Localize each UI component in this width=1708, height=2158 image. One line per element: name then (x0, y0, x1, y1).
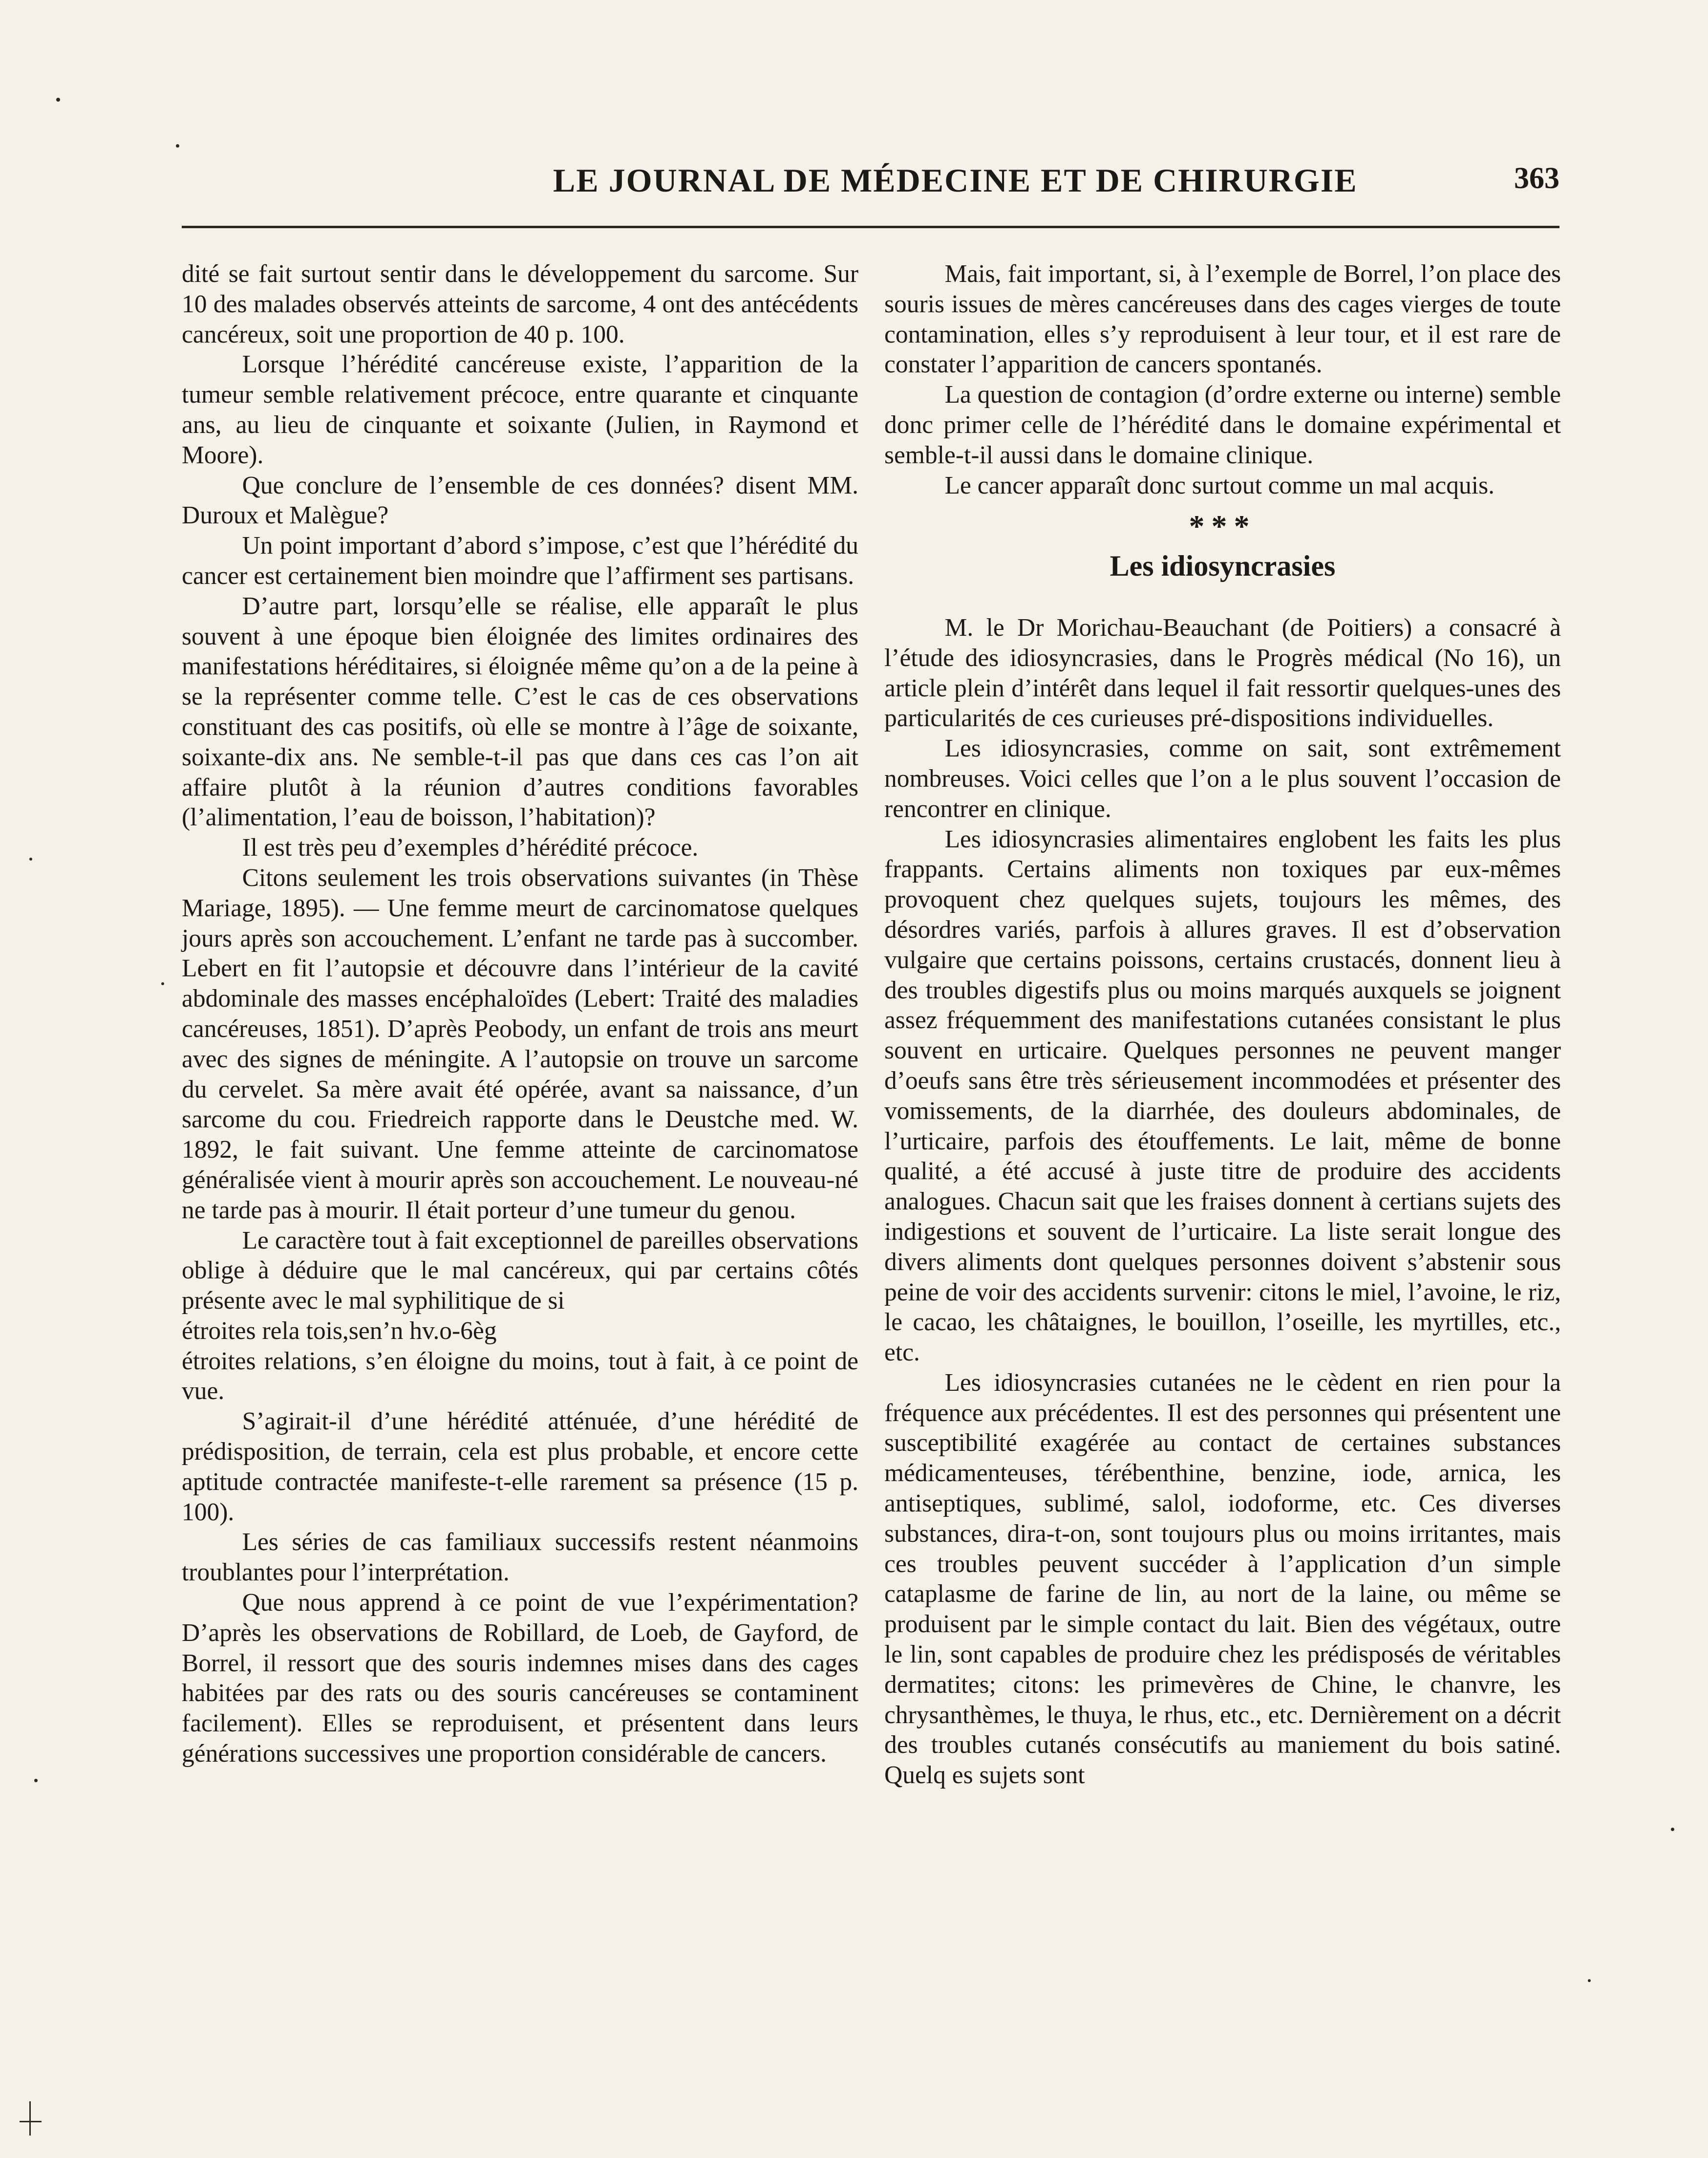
paragraph: Les idiosyncrasies, comme on sait, sont extrêmement nombreuses. Voici celles que l’on a le plus souvent l’occasion de rencontrer en clinique. (884, 734, 1561, 823)
paragraph: D’autre part, lorsqu’elle se réalise, elle apparaît le plus souvent à une époque bien éloignée des limites ordinaires des manifestations héréditaires, si éloignée même qu’on a de la peine à se la représenter comme telle. C’est le cas de ces observations constituant des cas positifs, où elle se montre à l’âge de soixante, soixante-dix ans. Ne semble-t-il pas que dans ces cas l’on ait affaire plutôt à la réunion d’autres conditions favorables (l’alimentation, l’eau de boisson, l’habitation)? (182, 592, 858, 832)
scan-speck (34, 1779, 38, 1782)
paragraph: Les idiosyncrasies cutanées ne le cèdent en rien pour la fréquence aux précédentes. Il est des personnes qui présentent une susceptibilité exagérée au contact de certaines substances médicamenteuses, térébenthine, benzine, iode, arnica, les antiseptiques, sublimé, salol, iodoforme, etc. Ces diverses substances, dira-t-on, sont toujours plus ou moins irritantes, mais ces troubles peuvent succéder à l’application d’un simple cataplasme de farine de lin, au nort de la laine, ou même se produisent par le simple contact du lait. Bien des végétaux, outre le lin, sont capables de produire chez les prédisposés de véritables dermatites; citons: les primevères de Chine, le chanvre, les chrysanthèmes, le thuya, le rhus, etc., etc. Dernièrement on a décrit des troubles cutanés consécutifs au maniement du bois satiné. Quelq es sujets sont (884, 1368, 1561, 1790)
paragraph: Il est très peu d’exemples d’hérédité précoce. (242, 834, 699, 862)
paragraph: Le caractère tout à fait exceptionnel de pareilles observations oblige à déduire que le mal cancéreux, qui par certains côtés présente avec le mal syphilitique de si (182, 1226, 858, 1315)
paragraph: Le cancer apparaît donc surtout comme un mal acquis. (944, 471, 1494, 499)
scan-speck (29, 2101, 31, 2136)
scan-speck (56, 98, 60, 102)
scan-speck (1588, 1979, 1591, 1982)
paragraph: Mais, fait important, si, à l’exemple de Borrel, l’on place des souris issues de mères cancéreuses dans des cages vierges de toute contamination, elles s’y reproduisent à leur tour, et il est rare de constater l’apparition de cancers spontanés. (884, 260, 1561, 379)
paragraph: Lorsque l’hérédité cancéreuse existe, l’apparition de la tumeur semble relativement précoce, entre quarante et cinquante ans, au lieu de cinquante et soixante (Julien, in Raymond et Moore). (182, 350, 858, 469)
section-heading: Les idiosyncrasies (1110, 550, 1336, 583)
paragraph: Les séries de cas familiaux successifs restent néanmoins troublantes pour l’interprétation. (182, 1528, 858, 1587)
paragraph: S’agirait-il d’une hérédité atténuée, d’une hérédité de prédisposition, de terrain, cela est plus probable, et encore cette aptitude contractée manifeste-t-elle rarement sa présence (15 p. 100). (182, 1407, 858, 1526)
misprinted-line: étroites rela tois,sen’n hv.o-6èg (182, 1316, 497, 1345)
paragraph: Citons seulement les trois observations suivantes (in Thèse Mariage, 1895). — Une femme meurt de carcinomatose quelques jours après son accouchement. L’enfant ne tarde pas à succomber. Lebert en fit l’autopsie et découvre dans l’intérieur de la cavité abdominale des masses encéphaloïdes (Lebert: Traité des maladies cancéreuses, 1851). D’après Peobody, un enfant de trois ans meurt avec des signes de méningite. A l’autopsie on trouve un sarcome du cervelet. Sa mère avait été opérée, avant sa naissance, d’un sarcome du cou. Friedreich rapporte dans le Deustche med. W. 1892, le fait suivant. Une femme atteinte de carcinomatose généralisée vient à mourir après son accouchement. Le nouveau-né ne tarde pas à mourir. Il était porteur d’une tumeur du genou. (182, 863, 858, 1224)
scan-speck (1671, 1828, 1674, 1831)
paragraph: Un point important d’abord s’impose, c’est que l’hérédité du cancer est certainement bien moindre que l’affirment ses partisans. (182, 532, 858, 590)
left-column (182, 259, 858, 1769)
right-column (884, 259, 1561, 1791)
paragraph: La question de contagion (d’ordre externe ou interne) semble donc primer celle de l’hérédité dans le domaine expérimental et semble-t-il aussi dans le domaine clinique. (884, 381, 1561, 469)
scan-speck (161, 982, 164, 985)
scan-speck (29, 858, 32, 861)
paragraph: Les idiosyncrasies alimentaires englobent les faits les plus frappants. Certains aliments non toxiques par eux-mêmes provoquent chez quelques sujets, toujours les mêmes, des désordres variés, parfois à allures graves. Il est d’observation vulgaire que certains poissons, certains crustacés, donnent lieu à des troubles digestifs plus ou moins marqués auxquels se joignent assez fréquemment des manifestations cutanées consistant le plus souvent en urticaire. Quelques personnes ne peuvent manger d’oeufs sans être très sérieusement incommodées et présenter des vomissements, de la diarrhée, des douleurs abdominales, de l’urticaire, parfois des étouffements. Le lait, même de bonne qualité, a été accusé à juste titre de produire des accidents analogues. Chacun sait que les fraises donnent à certians sujets des indigestions et souvent de l’urticaire. La liste serait longue des divers aliments dont quelques personnes doivent s’abstenir sous peine de voir des accidents survenir: citons le miel, l’avoine, le riz, le cacao, les châtaignes, le bouillon, l’oseille, les myrtilles, etc., etc. (884, 825, 1561, 1367)
paragraph: M. le Dr Morichau-Beauchant (de Poitiers) a consacré à l’étude des idiosyncrasies, dans le Progrès médical (No 16), un article plein d’intérêt dans lequel il fait ressortir quelques-unes des particularités de ces curieuses pré-dispositions individuelles. (884, 613, 1561, 733)
page-header (182, 161, 1559, 205)
paragraph: dité se fait surtout sentir dans le développement du sarcome. Sur 10 des malades observés atteints de sarcome, 4 ont des antécédents cancéreux, soit une proportion de 40 p. 100. (182, 260, 858, 348)
header-rule (182, 226, 1559, 228)
paragraph: Que conclure de l’ensemble de ces données? disent MM. Duroux et Malègue? (182, 471, 858, 530)
paragraph: Que nous apprend à ce point de vue l’expérimentation? D’après les observations de Robillard, de Loeb, de Gayford, de Borrel, il ressort que des souris indemnes mises dans des cages habitées par des rats ou des souris cancéreuses se contaminent facilement). Elles se reproduisent, et présentent dans leurs générations successives une proportion considérable de cancers. (182, 1589, 858, 1768)
section-separator: *** (1189, 509, 1257, 544)
page-number: 363 (1514, 162, 1559, 195)
scan-speck (176, 144, 179, 148)
scan-speck (20, 2121, 42, 2122)
running-title: LE JOURNAL DE MÉDECINE ET DE CHIRURGIE (553, 162, 1358, 199)
paragraph: étroites relations, s’en éloigne du moins, tout à fait, à ce point de vue. (182, 1347, 858, 1405)
